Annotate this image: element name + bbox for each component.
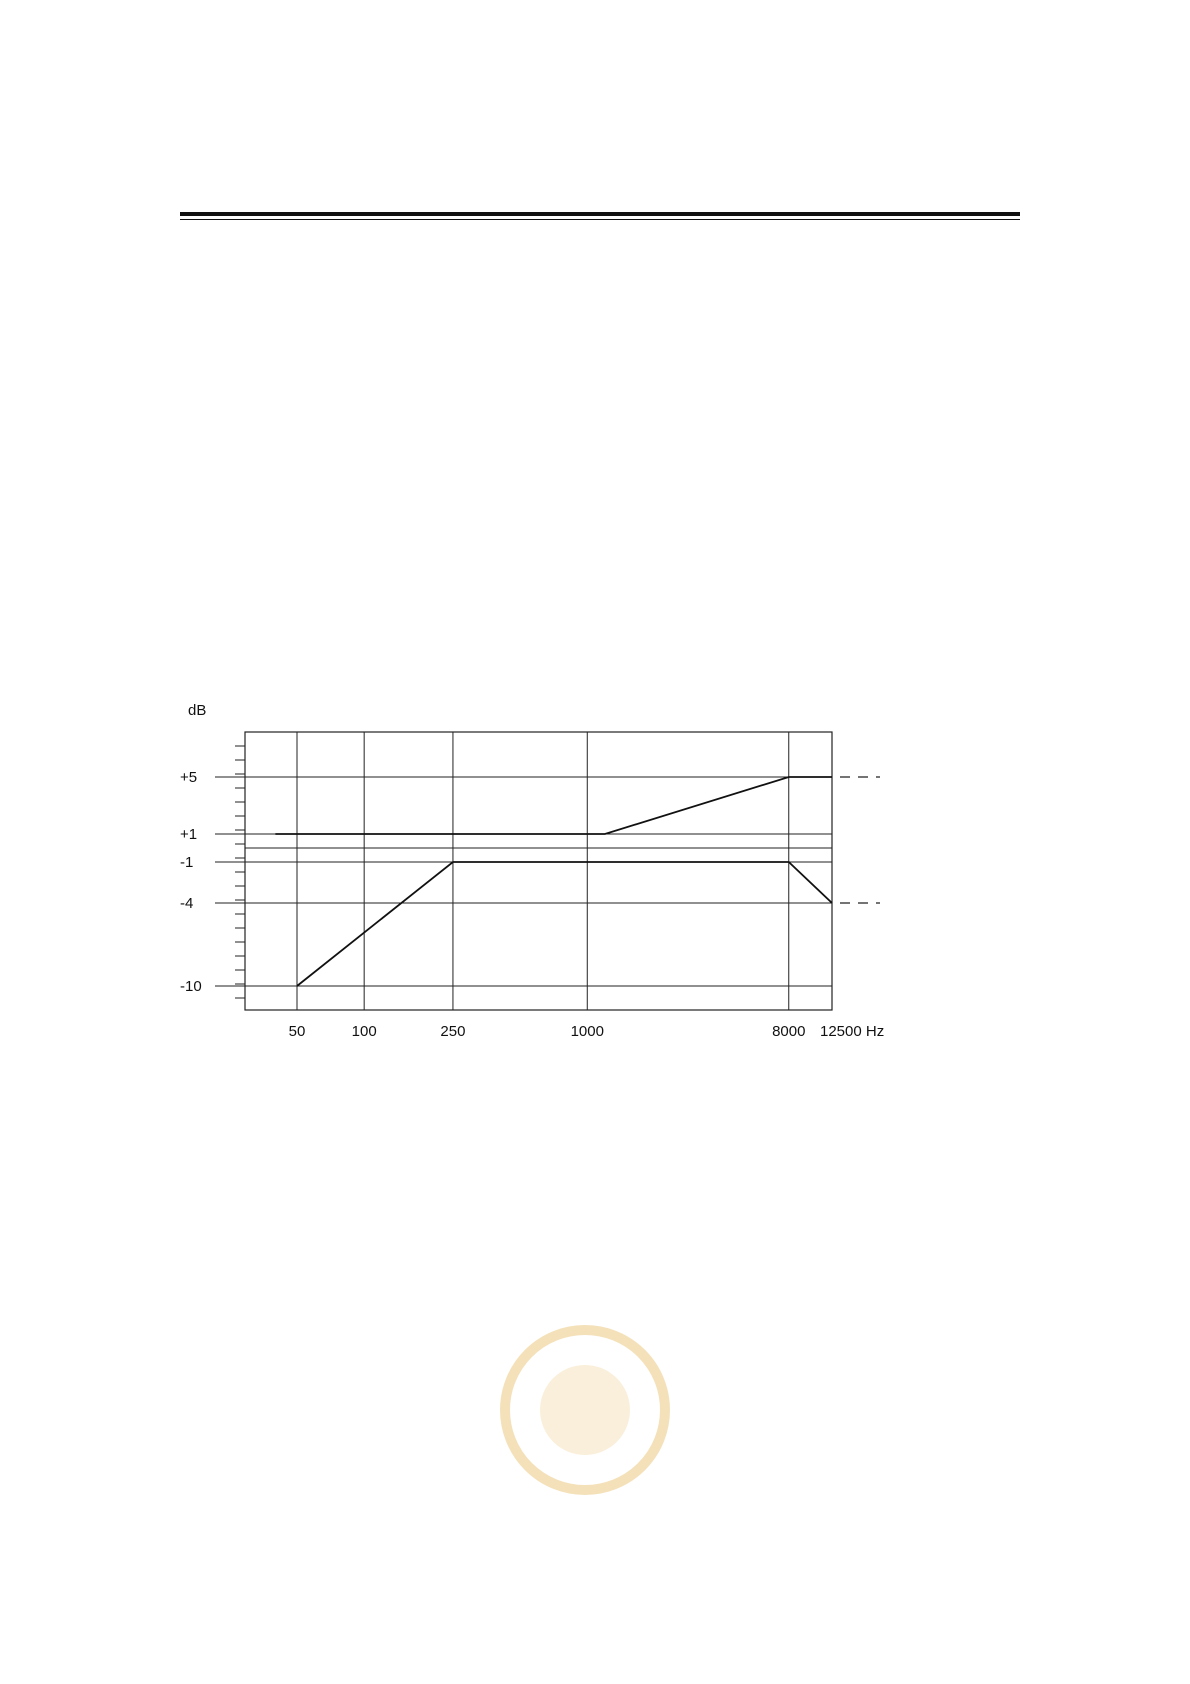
x-tick-label: 12500 Hz <box>820 1023 885 1040</box>
x-tick-label: 8000 <box>772 1023 806 1040</box>
watermark-seal <box>500 1325 670 1495</box>
watermark-seal-center <box>540 1365 630 1455</box>
y-tick-label: +1 <box>180 826 198 843</box>
x-tick-label: 100 <box>351 1023 377 1040</box>
y-tick-label: +5 <box>180 769 198 786</box>
page-header <box>180 175 1020 215</box>
x-tick-label: 50 <box>288 1023 306 1040</box>
y-tick-label: -1 <box>180 854 194 871</box>
series-line <box>297 862 832 986</box>
header-rule-thin <box>180 219 1020 220</box>
y-axis-label: dB <box>188 702 207 719</box>
frequency-response-chart-omni <box>170 255 910 635</box>
header-rule-thick <box>180 212 1020 216</box>
y-tick-label: -10 <box>180 978 202 995</box>
series-line <box>275 777 832 834</box>
frequency-response-chart-directional <box>170 700 910 1080</box>
x-tick-label: 1000 <box>570 1023 604 1040</box>
x-tick-label: 250 <box>440 1023 466 1040</box>
plot-frame <box>245 732 832 1010</box>
y-tick-label: -4 <box>180 895 194 912</box>
